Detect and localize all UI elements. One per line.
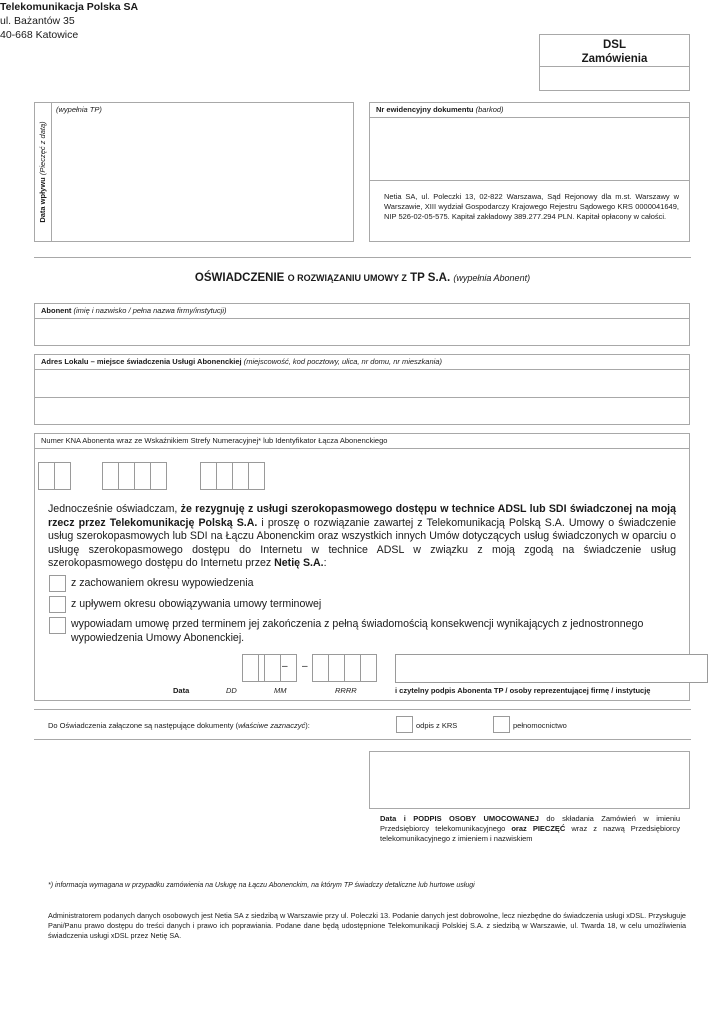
authorized-signature-note: Data i PODPIS OSOBY UMOCOWANEJ do składania Zamówień w imieniu Przedsiębiorcy telekomunikacyjnego oraz PIECZĘĆ wraz z nazwą Przedsiębiorcy telekomunikacyjnego z imieniem i nazwiskiem [380, 814, 680, 843]
power-of-attorney-label: pełnomocnictwo [513, 721, 567, 730]
authorized-signature-box[interactable] [369, 751, 690, 809]
address-label: Adres Lokalu – miejsce świadczenia Usługi Abonenckiej [41, 357, 242, 366]
signature-label: i czytelny podpis Abonenta TP / osoby reprezentującej firmę / instytucję [395, 686, 651, 695]
kna-cell-g2-2[interactable] [118, 462, 135, 490]
kna-cell-g3-2[interactable] [216, 462, 233, 490]
sender-street: ul. Bażantów 35 [0, 15, 75, 27]
krs-label: odpis z KRS [416, 721, 458, 730]
date-dd-label: DD [226, 686, 237, 695]
address-box [34, 354, 690, 425]
declaration-text: Jednocześnie oświadczam, że rezygnuję z usługi szerokopasmowego dostępu w technice ADSL lub SDI świadczonej na moją rzecz przez Telekomunikację Polską S.A. i proszę o rozwiązanie zawartej z Telekomunikacją Polską S.A. Umowy o świadczenie usług szerokopasmowych lub SDI na Łączu Abonenckim oraz wszystkich innych Umów dotyczących usług świadczonych w oparciu o usługę szerokopasmowego dostępu do Internetu w technice ADSL w związku z moją zgodą na świadczenie usług szerokopasmowego dostępu do Internetu przez Netię S.A.: [48, 503, 677, 569]
date-dash-2: – [302, 661, 308, 672]
title-box [539, 34, 690, 91]
krs-checkbox[interactable] [396, 716, 413, 733]
privacy-notice: Administratorem podanych danych osobowych jest Netia SA z siedzibą w Warszawie przy ul. Poleczki 13. Podanie danych jest dobrowolne, lecz niezbędne do świadczenia usługi xDSL. Przysługuje Pani/Panu prawo dostępu do treści danych i prawo ich poprawiania. Podane dane będą udostępnione Telekomunikacji Polskiej S.A. z siedzibą w Warszawie, ul. Twarda 18, w celu umożliwienia świadczenia usługi xDSL przez Netię SA. [48, 911, 686, 940]
option-early-termination-checkbox[interactable] [49, 617, 66, 634]
date-mm-label: MM [274, 686, 287, 695]
kna-cell-g1-2[interactable] [54, 462, 71, 490]
date-rrrr-label: RRRR [335, 686, 357, 695]
doc-number-label: Nr ewidencyjny dokumentu [376, 105, 474, 114]
address-input-line2[interactable] [35, 398, 689, 424]
subscriber-label: Abonent [41, 306, 72, 315]
date-label: Data [173, 686, 190, 695]
kna-cell-g3-3[interactable] [232, 462, 249, 490]
kna-label: Numer KNA Abonenta wraz ze Wskaźnikiem Strefy Numeracyjnej* lub Identyfikator Łącza Abonenckiego [41, 436, 388, 445]
intake-fill-note: (wypełnia TP) [56, 105, 102, 114]
date-cell-g3-2[interactable] [328, 654, 345, 682]
barcode-area[interactable] [370, 118, 689, 180]
kna-cell-g2-4[interactable] [150, 462, 167, 490]
date-cell-g3-4[interactable] [360, 654, 377, 682]
sender-city: 40-668 Katowice [0, 29, 79, 41]
footnote: *) informacja wymagana w przypadku zamówienia na Usługę na Łączu Abonenckim, na którym TP świadczy detaliczne lub hurtowe usługi [48, 882, 475, 889]
netia-company-info: Netia SA, ul. Poleczki 13, 02-822 Warszawa, Sąd Rejonowy dla m.st. Warszawy w Warszawie, XIII wydział Gospodarczy Krajowego Rejestru Sądowego KRS 0000041649, NIP 526-02-05-575. Kapitał zakładowy 389.277.294 PLN. Kapitał opłacony w całości. [384, 192, 679, 221]
intake-side-label: Data wpływu (Pieczęć z datą) [38, 121, 47, 223]
kna-cell-g2-1[interactable] [102, 462, 119, 490]
form-heading: OŚWIADCZENIE O ROZWIĄZANIU UMOWY Z TP S.A. (wypełnia Abonent) [194, 272, 531, 284]
subscriber-signature-field[interactable] [395, 654, 708, 683]
intake-stamp-box[interactable] [34, 102, 354, 242]
kna-cell-g3-1[interactable] [200, 462, 217, 490]
date-dash-1: – [282, 661, 288, 672]
option-early-termination-label: wypowiadam umowę przed terminem jej zakończenia z pełną świadomością konsekwencji wynikających z jednostronnego wypowiedzenia Umowy Abonenckiej. [71, 618, 644, 644]
option-term-expiry-checkbox[interactable] [49, 596, 66, 613]
option-notice-period-label: z zachowaniem okresu wypowiedzenia [71, 577, 254, 589]
subscriber-input[interactable] [35, 319, 689, 345]
title-line1: DSL [603, 39, 626, 51]
sender-name: Telekomunikacja Polska SA [0, 1, 139, 13]
title-line2: Zamówienia [581, 53, 648, 65]
option-notice-period-checkbox[interactable] [49, 575, 66, 592]
doc-number-box [369, 102, 690, 242]
doc-number-note: (barkod) [475, 105, 504, 114]
date-cell-g3-3[interactable] [344, 654, 361, 682]
subscriber-box [34, 303, 690, 346]
address-note: (miejscowość, kod pocztowy, ulica, nr domu, nr mieszkania) [243, 357, 442, 366]
date-cell-g3-1[interactable] [312, 654, 329, 682]
kna-cell-g3-4[interactable] [248, 462, 265, 490]
option-term-expiry-label: z upływem okresu obowiązywania umowy terminowej [71, 598, 322, 610]
subscriber-note: (imię i nazwisko / pełna nazwa firmy/instytucji) [73, 306, 227, 315]
address-input-line1[interactable] [35, 370, 689, 397]
power-of-attorney-checkbox[interactable] [493, 716, 510, 733]
date-cell-g1-1[interactable] [242, 654, 259, 682]
attachments-label: Do Oświadczenia załączone są następujące dokumenty (właściwe zaznaczyć): [48, 721, 310, 730]
kna-cell-g2-3[interactable] [134, 462, 151, 490]
kna-cell-g1-1[interactable] [38, 462, 55, 490]
date-cell-g2-1[interactable] [264, 654, 281, 682]
